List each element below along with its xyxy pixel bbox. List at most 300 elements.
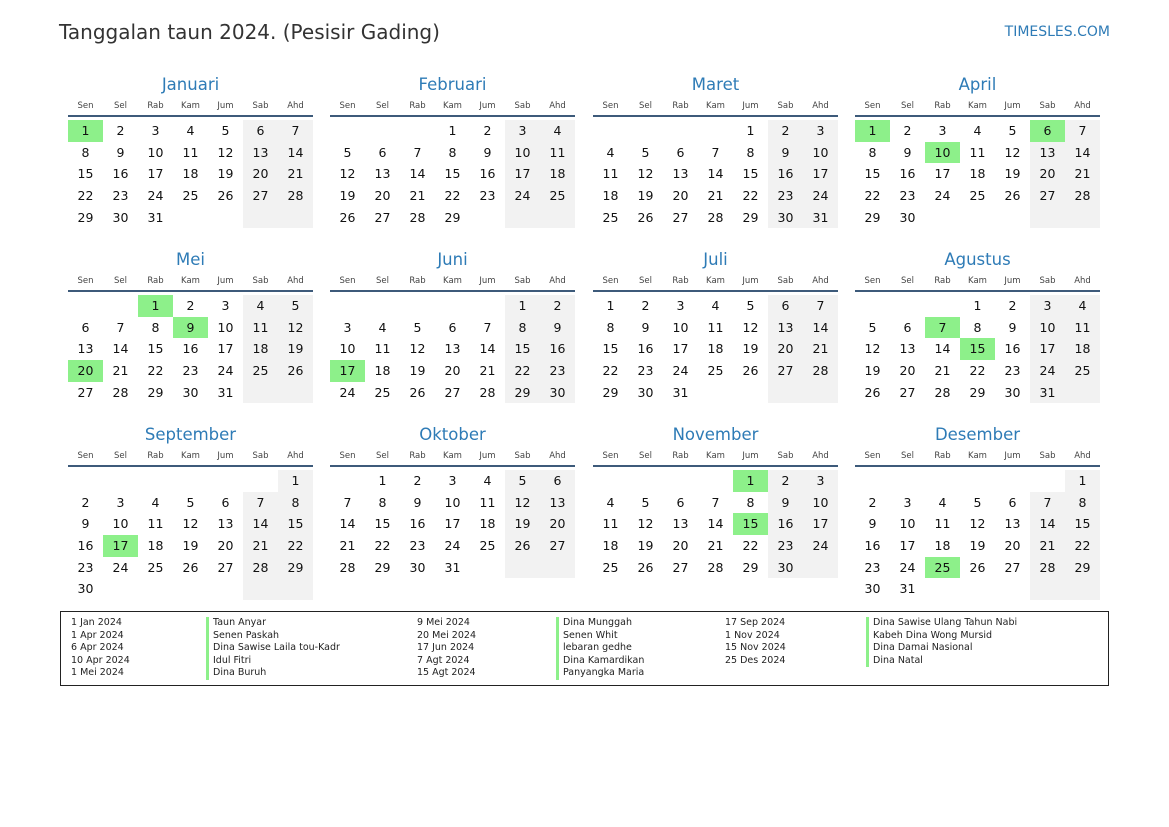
day-cell[interactable]: 3 (803, 470, 838, 492)
day-cell[interactable]: 17 (505, 163, 540, 185)
day-cell[interactable]: 5 (186, 494, 195, 510)
day-cell[interactable]: 10 (339, 341, 356, 357)
day-cell[interactable]: 7 (278, 120, 313, 142)
day-cell[interactable]: 12 (1004, 144, 1021, 160)
day-cell[interactable]: 22 (602, 363, 619, 379)
day-cell[interactable]: 26 (969, 559, 986, 575)
day-cell[interactable]: 6 (540, 470, 575, 492)
day-cell[interactable]: 14 (479, 341, 496, 357)
day-cell[interactable]: 29 (742, 559, 759, 575)
day-cell[interactable]: 24 (934, 188, 951, 204)
day-cell[interactable]: 30 (768, 557, 803, 579)
day-cell[interactable]: 29 (374, 559, 391, 575)
day-cell[interactable]: 4 (151, 494, 160, 510)
day-cell[interactable]: 18 (243, 338, 278, 360)
day-cell[interactable]: 12 (182, 516, 199, 532)
day-cell[interactable]: 19 (409, 363, 426, 379)
day-cell[interactable]: 18 (374, 363, 391, 379)
day-cell[interactable]: 15 (864, 166, 881, 182)
day-cell[interactable]: 9 (413, 494, 422, 510)
day-cell[interactable]: 18 (707, 341, 724, 357)
day-cell[interactable]: 29 (742, 209, 759, 225)
day-cell[interactable]: 23 (77, 559, 94, 575)
day-cell[interactable]: 18 (479, 516, 496, 532)
day-cell[interactable]: 26 (278, 360, 313, 382)
day-cell[interactable]: 2 (641, 298, 650, 313)
day-cell[interactable]: 27 (540, 535, 575, 557)
day-cell[interactable]: 18 (147, 538, 164, 554)
day-cell[interactable]: 29 (444, 209, 461, 225)
day-cell[interactable]: 15 (733, 513, 768, 535)
day-cell[interactable]: 29 (1065, 557, 1100, 579)
day-cell[interactable]: 27 (768, 360, 803, 382)
day-cell[interactable]: 20 (374, 188, 391, 204)
day-cell[interactable]: 27 (1004, 559, 1021, 575)
day-cell[interactable]: 12 (742, 319, 759, 335)
day-cell[interactable]: 24 (803, 185, 838, 207)
day-cell[interactable]: 1 (505, 295, 540, 317)
day-cell[interactable]: 5 (973, 494, 982, 510)
day-cell[interactable]: 18 (934, 538, 951, 554)
day-cell[interactable]: 25 (602, 209, 619, 225)
day-cell[interactable]: 12 (217, 144, 234, 160)
day-cell[interactable]: 1 (746, 123, 755, 138)
day-cell[interactable]: 31 (147, 209, 164, 225)
day-cell[interactable]: 22 (444, 188, 461, 204)
day-cell[interactable]: 8 (378, 494, 387, 510)
day-cell[interactable]: 11 (147, 516, 164, 532)
day-cell[interactable]: 11 (602, 166, 619, 182)
day-cell[interactable]: 1 (378, 473, 387, 488)
day-cell[interactable]: 6 (676, 144, 685, 160)
day-cell[interactable]: 22 (969, 363, 986, 379)
day-cell[interactable]: 1 (68, 120, 103, 142)
day-cell[interactable]: 30 (637, 384, 654, 400)
day-cell[interactable]: 7 (711, 494, 720, 510)
day-cell[interactable]: 10 (217, 319, 234, 335)
day-cell[interactable]: 10 (444, 494, 461, 510)
day-cell[interactable]: 26 (637, 209, 654, 225)
day-cell[interactable]: 19 (864, 363, 881, 379)
day-cell[interactable]: 25 (243, 360, 278, 382)
day-cell[interactable]: 2 (903, 123, 912, 138)
day-cell[interactable]: 3 (343, 319, 352, 335)
day-cell[interactable]: 14 (1065, 142, 1100, 164)
day-cell[interactable]: 23 (409, 538, 426, 554)
day-cell[interactable]: 3 (938, 123, 947, 138)
day-cell[interactable]: 11 (243, 317, 278, 339)
day-cell[interactable]: 17 (330, 360, 365, 382)
day-cell[interactable]: 26 (637, 559, 654, 575)
day-cell[interactable]: 22 (374, 538, 391, 554)
day-cell[interactable]: 7 (116, 319, 125, 335)
day-cell[interactable]: 27 (899, 384, 916, 400)
day-cell[interactable]: 4 (711, 298, 720, 313)
day-cell[interactable]: 22 (278, 535, 313, 557)
day-cell[interactable]: 10 (803, 492, 838, 514)
day-cell[interactable]: 16 (768, 513, 803, 535)
day-cell[interactable]: 21 (803, 338, 838, 360)
day-cell[interactable]: 6 (1030, 120, 1065, 142)
day-cell[interactable]: 3 (903, 494, 912, 510)
day-cell[interactable]: 5 (221, 123, 230, 138)
day-cell[interactable]: 23 (899, 188, 916, 204)
day-cell[interactable]: 26 (339, 209, 356, 225)
day-cell[interactable]: 14 (243, 513, 278, 535)
day-cell[interactable]: 27 (374, 209, 391, 225)
day-cell[interactable]: 22 (147, 363, 164, 379)
day-cell[interactable]: 10 (899, 516, 916, 532)
day-cell[interactable]: 19 (182, 538, 199, 554)
day-cell[interactable]: 9 (768, 142, 803, 164)
day-cell[interactable]: 8 (1065, 492, 1100, 514)
day-cell[interactable]: 27 (672, 209, 689, 225)
day-cell[interactable]: 29 (77, 209, 94, 225)
day-cell[interactable]: 17 (803, 163, 838, 185)
day-cell[interactable]: 24 (147, 188, 164, 204)
day-cell[interactable]: 30 (864, 581, 881, 597)
day-cell[interactable]: 14 (803, 317, 838, 339)
day-cell[interactable]: 4 (1065, 295, 1100, 317)
day-cell[interactable]: 1 (973, 298, 982, 313)
day-cell[interactable]: 3 (505, 120, 540, 142)
day-cell[interactable]: 20 (217, 538, 234, 554)
day-cell[interactable]: 19 (637, 538, 654, 554)
day-cell[interactable]: 16 (540, 338, 575, 360)
day-cell[interactable]: 12 (505, 492, 540, 514)
day-cell[interactable]: 12 (339, 166, 356, 182)
day-cell[interactable]: 13 (672, 516, 689, 532)
day-cell[interactable]: 7 (243, 492, 278, 514)
day-cell[interactable]: 3 (151, 123, 160, 138)
day-cell[interactable]: 2 (186, 298, 195, 313)
day-cell[interactable]: 19 (1004, 166, 1021, 182)
day-cell[interactable]: 25 (1065, 360, 1100, 382)
day-cell[interactable]: 4 (186, 123, 195, 138)
day-cell[interactable]: 21 (1065, 163, 1100, 185)
day-cell[interactable]: 17 (672, 341, 689, 357)
day-cell[interactable]: 31 (217, 384, 234, 400)
day-cell[interactable]: 2 (868, 494, 877, 510)
day-cell[interactable]: 7 (1065, 120, 1100, 142)
day-cell[interactable]: 9 (1008, 319, 1017, 335)
day-cell[interactable]: 29 (969, 384, 986, 400)
day-cell[interactable]: 16 (899, 166, 916, 182)
day-cell[interactable]: 23 (768, 535, 803, 557)
day-cell[interactable]: 17 (803, 513, 838, 535)
day-cell[interactable]: 5 (278, 295, 313, 317)
day-cell[interactable]: 2 (413, 473, 422, 488)
day-cell[interactable]: 11 (540, 142, 575, 164)
day-cell[interactable]: 29 (602, 384, 619, 400)
day-cell[interactable]: 13 (77, 341, 94, 357)
day-cell[interactable]: 20 (540, 513, 575, 535)
day-cell[interactable]: 23 (479, 188, 496, 204)
day-cell[interactable]: 17 (217, 341, 234, 357)
day-cell[interactable]: 24 (899, 559, 916, 575)
day-cell[interactable]: 10 (672, 319, 689, 335)
day-cell[interactable]: 13 (540, 492, 575, 514)
day-cell[interactable]: 16 (112, 166, 129, 182)
day-cell[interactable]: 6 (81, 319, 90, 335)
day-cell[interactable]: 13 (243, 142, 278, 164)
day-cell[interactable]: 12 (864, 341, 881, 357)
day-cell[interactable]: 23 (1004, 363, 1021, 379)
day-cell[interactable]: 8 (278, 492, 313, 514)
day-cell[interactable]: 11 (479, 494, 496, 510)
day-cell[interactable]: 13 (1004, 516, 1021, 532)
day-cell[interactable]: 8 (606, 319, 615, 335)
day-cell[interactable]: 14 (112, 341, 129, 357)
day-cell[interactable]: 9 (868, 516, 877, 532)
day-cell[interactable]: 25 (969, 188, 986, 204)
day-cell[interactable]: 23 (540, 360, 575, 382)
day-cell[interactable]: 4 (606, 144, 615, 160)
day-cell[interactable]: 14 (278, 142, 313, 164)
day-cell[interactable]: 22 (505, 360, 540, 382)
day-cell[interactable]: 28 (339, 559, 356, 575)
day-cell[interactable]: 6 (243, 120, 278, 142)
day-cell[interactable]: 12 (637, 516, 654, 532)
day-cell[interactable]: 24 (1030, 360, 1065, 382)
day-cell[interactable]: 26 (409, 384, 426, 400)
day-cell[interactable]: 3 (676, 298, 685, 313)
day-cell[interactable]: 22 (742, 188, 759, 204)
day-cell[interactable]: 24 (803, 535, 838, 557)
day-cell[interactable]: 11 (602, 516, 619, 532)
day-cell[interactable]: 26 (217, 188, 234, 204)
day-cell[interactable]: 15 (742, 166, 759, 182)
day-cell[interactable]: 24 (444, 538, 461, 554)
day-cell[interactable]: 21 (339, 538, 356, 554)
day-cell[interactable]: 8 (448, 144, 457, 160)
day-cell[interactable]: 14 (339, 516, 356, 532)
day-cell[interactable]: 9 (641, 319, 650, 335)
day-cell[interactable]: 28 (1065, 185, 1100, 207)
day-cell[interactable]: 9 (81, 516, 90, 532)
day-cell[interactable]: 25 (540, 185, 575, 207)
day-cell[interactable]: 22 (1065, 535, 1100, 557)
day-cell[interactable]: 25 (374, 384, 391, 400)
day-cell[interactable]: 9 (116, 144, 125, 160)
day-cell[interactable]: 8 (973, 319, 982, 335)
day-cell[interactable]: 21 (707, 538, 724, 554)
day-cell[interactable]: 5 (413, 319, 422, 335)
day-cell[interactable]: 6 (768, 295, 803, 317)
day-cell[interactable]: 10 (505, 142, 540, 164)
day-cell[interactable]: 20 (1004, 538, 1021, 554)
day-cell[interactable]: 8 (505, 317, 540, 339)
day-cell[interactable]: 18 (602, 538, 619, 554)
day-cell[interactable]: 6 (448, 319, 457, 335)
day-cell[interactable]: 5 (868, 319, 877, 335)
day-cell[interactable]: 16 (77, 538, 94, 554)
day-cell[interactable]: 28 (1030, 557, 1065, 579)
day-cell[interactable]: 1 (448, 123, 457, 138)
day-cell[interactable]: 14 (934, 341, 951, 357)
day-cell[interactable]: 15 (960, 338, 995, 360)
day-cell[interactable]: 16 (479, 166, 496, 182)
day-cell[interactable]: 1 (733, 470, 768, 492)
day-cell[interactable]: 7 (343, 494, 352, 510)
day-cell[interactable]: 14 (409, 166, 426, 182)
day-cell[interactable]: 31 (803, 207, 838, 229)
day-cell[interactable]: 4 (606, 494, 615, 510)
day-cell[interactable]: 3 (1030, 295, 1065, 317)
day-cell[interactable]: 2 (768, 470, 803, 492)
day-cell[interactable]: 28 (707, 559, 724, 575)
day-cell[interactable]: 12 (409, 341, 426, 357)
day-cell[interactable]: 31 (1030, 382, 1065, 404)
day-cell[interactable]: 23 (768, 185, 803, 207)
day-cell[interactable]: 27 (1030, 185, 1065, 207)
day-cell[interactable]: 20 (68, 360, 103, 382)
day-cell[interactable]: 4 (483, 473, 492, 488)
day-cell[interactable]: 6 (1008, 494, 1017, 510)
day-cell[interactable]: 30 (899, 209, 916, 225)
day-cell[interactable]: 10 (112, 516, 129, 532)
day-cell[interactable]: 24 (672, 363, 689, 379)
day-cell[interactable]: 30 (182, 384, 199, 400)
day-cell[interactable]: 19 (217, 166, 234, 182)
day-cell[interactable]: 14 (1030, 513, 1065, 535)
day-cell[interactable]: 21 (479, 363, 496, 379)
day-cell[interactable]: 20 (444, 363, 461, 379)
day-cell[interactable]: 21 (934, 363, 951, 379)
day-cell[interactable]: 18 (969, 166, 986, 182)
day-cell[interactable]: 8 (746, 494, 755, 510)
day-cell[interactable]: 30 (1004, 384, 1021, 400)
day-cell[interactable]: 10 (925, 142, 960, 164)
day-cell[interactable]: 5 (641, 144, 650, 160)
day-cell[interactable]: 2 (116, 123, 125, 138)
day-cell[interactable]: 9 (173, 317, 208, 339)
day-cell[interactable]: 15 (1065, 513, 1100, 535)
day-cell[interactable]: 17 (934, 166, 951, 182)
day-cell[interactable]: 4 (243, 295, 278, 317)
day-cell[interactable]: 27 (77, 384, 94, 400)
day-cell[interactable]: 23 (864, 559, 881, 575)
day-cell[interactable]: 19 (339, 188, 356, 204)
day-cell[interactable]: 3 (448, 473, 457, 488)
day-cell[interactable]: 30 (409, 559, 426, 575)
day-cell[interactable]: 25 (479, 538, 496, 554)
day-cell[interactable]: 15 (374, 516, 391, 532)
day-cell[interactable]: 27 (672, 559, 689, 575)
day-cell[interactable]: 19 (278, 338, 313, 360)
day-cell[interactable]: 11 (934, 516, 951, 532)
day-cell[interactable]: 5 (746, 298, 755, 313)
day-cell[interactable]: 16 (1004, 341, 1021, 357)
day-cell[interactable]: 1 (138, 295, 173, 317)
day-cell[interactable]: 2 (1008, 298, 1017, 313)
day-cell[interactable]: 15 (602, 341, 619, 357)
day-cell[interactable]: 4 (540, 120, 575, 142)
day-cell[interactable]: 19 (505, 513, 540, 535)
day-cell[interactable]: 1 (606, 298, 615, 313)
day-cell[interactable]: 22 (864, 188, 881, 204)
day-cell[interactable]: 18 (1065, 338, 1100, 360)
day-cell[interactable]: 16 (182, 341, 199, 357)
day-cell[interactable]: 13 (768, 317, 803, 339)
day-cell[interactable]: 29 (147, 384, 164, 400)
day-cell[interactable]: 3 (116, 494, 125, 510)
day-cell[interactable]: 20 (899, 363, 916, 379)
day-cell[interactable]: 21 (409, 188, 426, 204)
day-cell[interactable]: 26 (864, 384, 881, 400)
day-cell[interactable]: 10 (1030, 317, 1065, 339)
day-cell[interactable]: 23 (637, 363, 654, 379)
day-cell[interactable]: 17 (444, 516, 461, 532)
day-cell[interactable]: 19 (969, 538, 986, 554)
day-cell[interactable]: 21 (707, 188, 724, 204)
day-cell[interactable]: 8 (746, 144, 755, 160)
day-cell[interactable]: 15 (278, 513, 313, 535)
day-cell[interactable]: 5 (1008, 123, 1017, 138)
day-cell[interactable]: 8 (868, 144, 877, 160)
day-cell[interactable]: 24 (339, 384, 356, 400)
day-cell[interactable]: 13 (672, 166, 689, 182)
day-cell[interactable]: 7 (803, 295, 838, 317)
day-cell[interactable]: 8 (81, 144, 90, 160)
day-cell[interactable]: 27 (217, 559, 234, 575)
day-cell[interactable]: 9 (903, 144, 912, 160)
day-cell[interactable]: 24 (112, 559, 129, 575)
day-cell[interactable]: 6 (903, 319, 912, 335)
day-cell[interactable]: 9 (540, 317, 575, 339)
day-cell[interactable]: 21 (278, 163, 313, 185)
day-cell[interactable]: 20 (243, 163, 278, 185)
day-cell[interactable]: 4 (973, 123, 982, 138)
day-cell[interactable]: 25 (707, 363, 724, 379)
day-cell[interactable]: 28 (707, 209, 724, 225)
day-cell[interactable]: 13 (899, 341, 916, 357)
day-cell[interactable]: 25 (147, 559, 164, 575)
day-cell[interactable]: 16 (637, 341, 654, 357)
day-cell[interactable]: 21 (112, 363, 129, 379)
day-cell[interactable]: 20 (1030, 163, 1065, 185)
day-cell[interactable]: 2 (81, 494, 90, 510)
day-cell[interactable]: 16 (409, 516, 426, 532)
site-link[interactable]: TIMESLES.COM (1004, 24, 1110, 40)
day-cell[interactable]: 8 (151, 319, 160, 335)
day-cell[interactable]: 4 (378, 319, 387, 335)
day-cell[interactable]: 26 (742, 363, 759, 379)
day-cell[interactable]: 30 (112, 209, 129, 225)
day-cell[interactable]: 11 (707, 319, 724, 335)
day-cell[interactable]: 20 (672, 538, 689, 554)
day-cell[interactable]: 17 (1030, 338, 1065, 360)
day-cell[interactable]: 18 (602, 188, 619, 204)
day-cell[interactable]: 3 (803, 120, 838, 142)
day-cell[interactable]: 15 (77, 166, 94, 182)
day-cell[interactable]: 5 (343, 144, 352, 160)
day-cell[interactable]: 7 (483, 319, 492, 335)
day-cell[interactable]: 9 (768, 492, 803, 514)
day-cell[interactable]: 1 (1065, 470, 1100, 492)
day-cell[interactable]: 2 (540, 295, 575, 317)
day-cell[interactable]: 23 (182, 363, 199, 379)
day-cell[interactable]: 30 (540, 382, 575, 404)
day-cell[interactable]: 6 (676, 494, 685, 510)
day-cell[interactable]: 11 (969, 144, 986, 160)
day-cell[interactable]: 30 (768, 207, 803, 229)
day-cell[interactable]: 2 (768, 120, 803, 142)
day-cell[interactable]: 27 (243, 185, 278, 207)
day-cell[interactable]: 24 (505, 185, 540, 207)
day-cell[interactable]: 26 (182, 559, 199, 575)
day-cell[interactable]: 16 (864, 538, 881, 554)
